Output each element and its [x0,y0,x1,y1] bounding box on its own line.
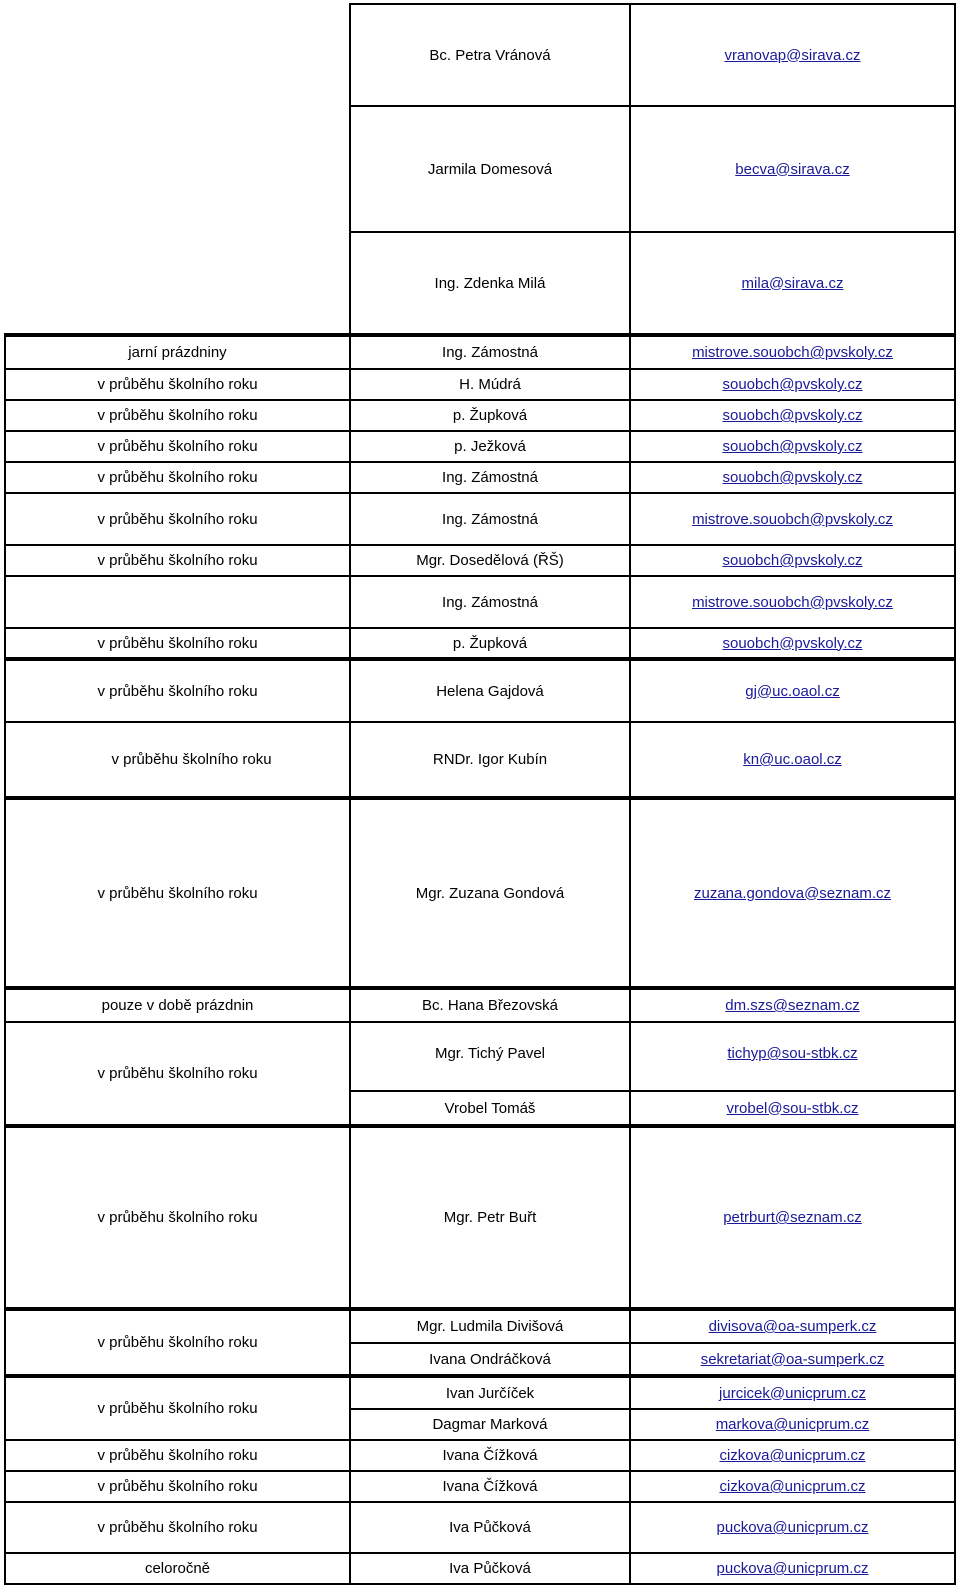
email-link[interactable]: puckova@unicprum.cz [716,1519,869,1536]
contact-name: Mgr. Tichý Pavel [350,1022,630,1091]
email-cell [630,1022,955,1091]
contact-name: Iva Půčková [350,1553,630,1584]
email-cell [630,1502,955,1553]
email-cell [630,4,955,106]
contact-name: Bc. Hana Březovská [350,988,630,1022]
period-cell: v průběhu školního roku [5,1376,350,1440]
contact-name: Bc. Petra Vránová [350,4,630,106]
email-link[interactable]: sekretariat@oa-sumperk.cz [700,1350,885,1368]
table-row [5,659,955,722]
contact-name: Jarmila Domesová [350,106,630,232]
email-cell [630,798,955,988]
contact-name: Ing. Zámostná [350,493,630,545]
email-link[interactable]: markova@unicprum.cz [715,1416,870,1433]
email-cell [630,1376,955,1409]
table-row [5,1309,955,1343]
table-row [5,4,955,106]
table-row [5,1440,955,1471]
period-cell: celoročně [5,1553,350,1584]
email-cell [630,462,955,493]
table-row [5,628,955,659]
table-row [5,493,955,545]
contact-name: Mgr. Zuzana Gondová [350,798,630,988]
email-link[interactable]: puckova@unicprum.cz [716,1560,869,1577]
table-row [5,335,955,369]
email-cell [630,431,955,462]
table-row [5,400,955,431]
table-row [5,431,955,462]
email-link[interactable]: mila@sirava.cz [741,274,844,292]
table-row [5,798,955,988]
contact-name: Ivana Čížková [350,1440,630,1471]
period-cell: v průběhu školního roku [5,798,350,988]
email-link[interactable]: dm.szs@seznam.cz [725,997,860,1014]
table-row [5,1126,955,1309]
email-link[interactable]: kn@uc.oaol.cz [743,751,842,768]
period-cell: pouze v době prázdnin [5,988,350,1022]
email-link[interactable]: mistrove.souobch@pvskoly.cz [692,593,893,611]
contact-name: Iva Půčková [350,1502,630,1553]
email-link[interactable]: tichyp@sou-stbk.cz [727,1045,858,1062]
table-row [5,545,955,576]
email-link[interactable]: souobch@pvskoly.cz [722,469,863,486]
email-link[interactable]: gj@uc.oaol.cz [745,682,840,700]
period-cell: v průběhu školního roku [5,1471,350,1502]
period-cell: jarní prázdniny [5,335,350,369]
table-row [5,1471,955,1502]
email-link[interactable]: souobch@pvskoly.cz [722,552,863,569]
period-cell: v průběhu školního roku [5,462,350,493]
contact-name: Ivana Ondráčková [350,1343,630,1376]
period-cell-empty [5,4,350,335]
email-cell [630,722,955,798]
contact-table [4,3,956,1585]
table-row [5,369,955,400]
table-row [5,1553,955,1584]
contact-name: Mgr. Petr Buřt [350,1126,630,1309]
period-cell: v průběhu školního roku [5,545,350,576]
email-link[interactable]: petrburt@seznam.cz [723,1209,862,1226]
email-link[interactable]: souobch@pvskoly.cz [722,407,863,424]
email-link[interactable]: zuzana.gondova@seznam.cz [693,884,891,902]
period-cell: v průběhu školního roku [5,1440,350,1471]
period-cell: v průběhu školního roku [5,722,350,798]
contact-name: p. Ježková [350,431,630,462]
email-cell [630,576,955,628]
period-cell: v průběhu školního roku [5,369,350,400]
contact-name: Ing. Zámostná [350,335,630,369]
contact-name: Ing. Zámostná [350,462,630,493]
email-cell [630,232,955,335]
email-link[interactable]: vrobel@sou-stbk.cz [726,1099,859,1117]
email-cell [630,493,955,545]
table-row [5,988,955,1022]
email-cell [630,369,955,400]
contact-name: p. Župková [350,400,630,431]
email-cell [630,988,955,1022]
email-cell [630,1343,955,1376]
table-row [5,1022,955,1091]
table-row [5,1376,955,1409]
period-cell: v průběhu školního roku [5,1022,350,1126]
contact-name: Ing. Zámostná [350,576,630,628]
email-link[interactable]: vranovap@sirava.cz [724,46,861,64]
period-cell: v průběhu školního roku [5,493,350,545]
period-cell: v průběhu školního roku [5,1502,350,1553]
contact-name: Mgr. Ludmila Divišová [350,1309,630,1343]
contact-name: Mgr. Dosedělová (ŘŠ) [350,545,630,576]
email-cell [630,335,955,369]
email-link[interactable]: souobch@pvskoly.cz [722,376,863,393]
email-cell [630,1309,955,1343]
period-cell: v průběhu školního roku [5,400,350,431]
email-link[interactable]: mistrove.souobch@pvskoly.cz [692,344,893,361]
table-row [5,1502,955,1553]
period-cell: v průběhu školního roku [5,659,350,722]
period-cell: v průběhu školního roku [5,1126,350,1309]
email-link[interactable]: jurcicek@unicprum.cz [719,1384,866,1402]
email-cell [630,1126,955,1309]
contact-name: Helena Gajdová [350,659,630,722]
period-cell-empty [5,576,350,628]
email-cell [630,1471,955,1502]
email-cell [630,1409,955,1440]
email-link[interactable]: becva@sirava.cz [735,160,850,178]
email-cell [630,1091,955,1126]
email-cell [630,545,955,576]
contact-name: Ivana Čížková [350,1471,630,1502]
email-cell [630,659,955,722]
period-cell: v průběhu školního roku [5,431,350,462]
email-cell [630,1440,955,1471]
contact-name: Dagmar Marková [350,1409,630,1440]
contact-name: H. Múdrá [350,369,630,400]
contact-name: Ivan Jurčíček [350,1376,630,1409]
contact-name: RNDr. Igor Kubín [350,722,630,798]
table-row [5,576,955,628]
email-link[interactable]: cizkova@unicprum.cz [719,1447,866,1464]
contact-name: Vrobel Tomáš [350,1091,630,1126]
email-link[interactable]: cizkova@unicprum.cz [719,1478,866,1495]
email-link[interactable]: mistrove.souobch@pvskoly.cz [692,510,893,528]
email-cell [630,106,955,232]
email-link[interactable]: souobch@pvskoly.cz [722,438,863,455]
contact-name: Ing. Zdenka Milá [350,232,630,335]
email-cell [630,628,955,659]
email-link[interactable]: divisova@oa-sumperk.cz [708,1318,877,1335]
table-row [5,722,955,798]
email-cell [630,400,955,431]
table-row [5,462,955,493]
email-link[interactable]: souobch@pvskoly.cz [722,634,863,652]
contact-name: p. Župková [350,628,630,659]
period-cell: v průběhu školního roku [5,1309,350,1376]
email-cell [630,1553,955,1584]
period-cell: v průběhu školního roku [5,628,350,659]
